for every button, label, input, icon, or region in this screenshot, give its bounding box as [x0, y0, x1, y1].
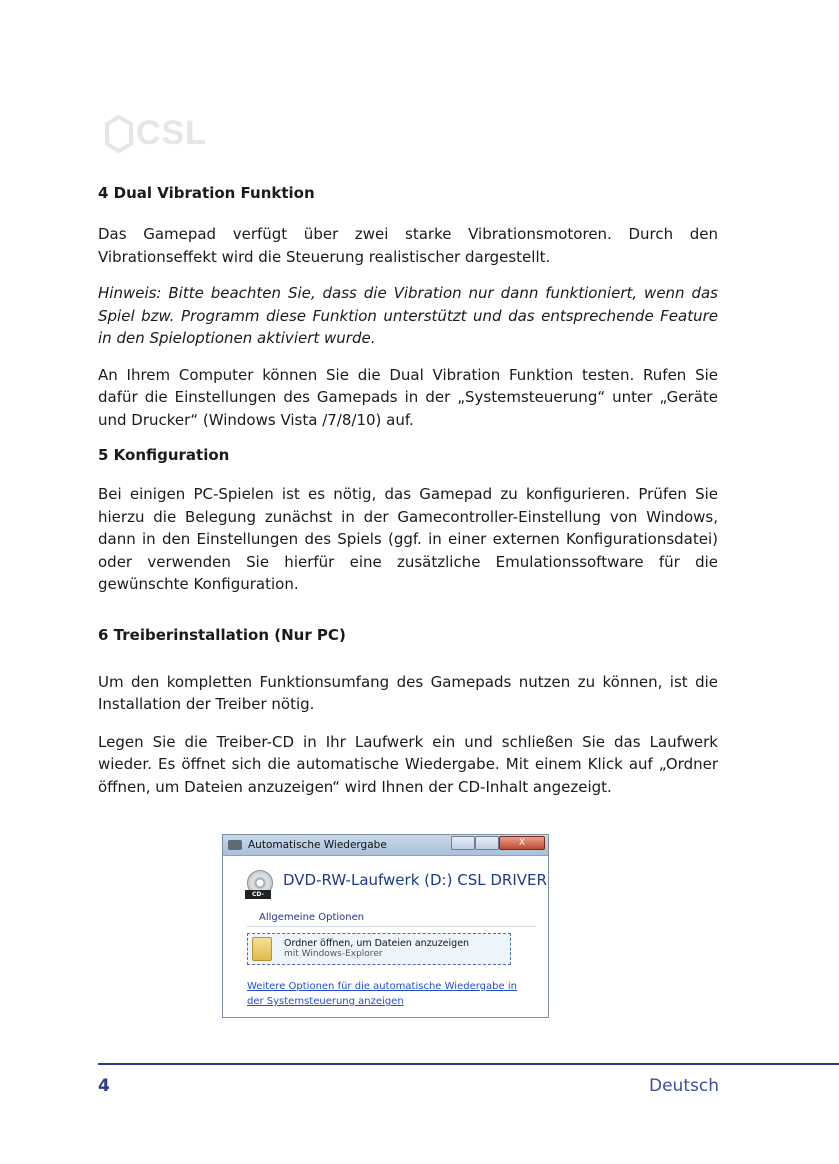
paragraph-driver-insert-cd: Legen Sie die Treiber-CD in Ihr Laufwerk ein und schließen Sie das Laufwerk wieder. Es öffnet sich die automatische Wiedergabe. Mit einem Klick auf „Ordner öffnen, um Dateien anzuzeigen“ wird Ihnen der CD-Inhalt angezeigt. — [98, 732, 718, 796]
paragraph-vibration-note: Hinweis: Bitte beachten Sie, dass die Vibration nur dann funktioniert, wenn das Spiel bzw. Programm diese Funktion unterstützt und das entsprechende Feature in den Spieloptionen aktiviert wurde. — [98, 284, 718, 347]
footer-language: Deutsch — [649, 1076, 719, 1096]
paragraph-configuration: Bei einigen PC-Spielen ist es nötig, das Gamepad zu konfigurieren. Prüfen Sie hierzu die Belegung zunächst in der Gamecontroller-Einstellung von Windows, dann in den Einstellungen des Spiels (ggf. in einer externen Konfigurationsdatei) oder verwenden Sie hierfür eine zusätzliche Emulationssoftware für die gewünschte Konfiguration. — [98, 485, 718, 593]
option-main-label: Ordner öffnen, um Dateien anzuzeigen — [284, 938, 470, 949]
csl-logo-text: CSL — [136, 114, 207, 152]
paragraph-driver-requirement: Um den kompletten Funktionsumfang des Gamepads nutzen zu können, ist die Installation der Treiber nötig. — [98, 672, 718, 713]
more-options-link: Weitere Optionen für die automatische Wiedergabe in der Systemsteuerung anzeigen — [247, 981, 517, 1007]
page-content — [98, 178, 718, 798]
heading-configuration: 5 Konfiguration — [98, 446, 230, 464]
drive-row — [245, 868, 548, 907]
minimize-button — [451, 836, 475, 850]
open-folder-option — [247, 933, 511, 965]
group-label-general-options: Allgemeine Optionen — [259, 912, 365, 923]
paragraph-vibration-description: Das Gamepad verfügt über zwei starke Vibrationsmotoren. Durch den Vibrationseffekt wird die Steuerung realistischer dargestellt. — [98, 225, 718, 266]
footer-rule — [98, 1063, 839, 1065]
option-text — [284, 938, 469, 960]
dialog-title: Automatische Wiedergabe — [248, 839, 387, 851]
page-number: 4 — [98, 1076, 110, 1096]
close-button: X — [499, 836, 545, 850]
group-divider — [247, 926, 536, 927]
autoplay-icon — [228, 840, 242, 850]
csl-logo — [104, 114, 207, 153]
autoplay-dialog-screenshot — [222, 834, 549, 1018]
option-sub-label: mit Windows-Explorer — [284, 949, 383, 959]
heading-driver-installation: 6 Treiberinstallation (Nur PC) — [98, 625, 346, 644]
csl-logo-icon — [104, 115, 134, 153]
heading-dual-vibration: 4 Dual Vibration Funktion — [98, 184, 315, 202]
dialog-titlebar — [223, 835, 548, 856]
dvd-drive-icon — [245, 868, 275, 907]
paragraph-vibration-test: An Ihrem Computer können Sie die Dual Vibration Funktion testen. Rufen Sie dafür die Einstellungen des Gamepads in der „Systemsteuerung“ unter „Geräte und Drucker“ (Windows Vista /7/8/10) auf. — [98, 365, 718, 429]
drive-label: DVD-RW-Laufwerk (D:) CSL DRIVER — [283, 871, 547, 889]
disc-badge: CD-ROM — [245, 890, 271, 899]
folder-icon — [252, 937, 272, 961]
maximize-button — [475, 836, 499, 850]
